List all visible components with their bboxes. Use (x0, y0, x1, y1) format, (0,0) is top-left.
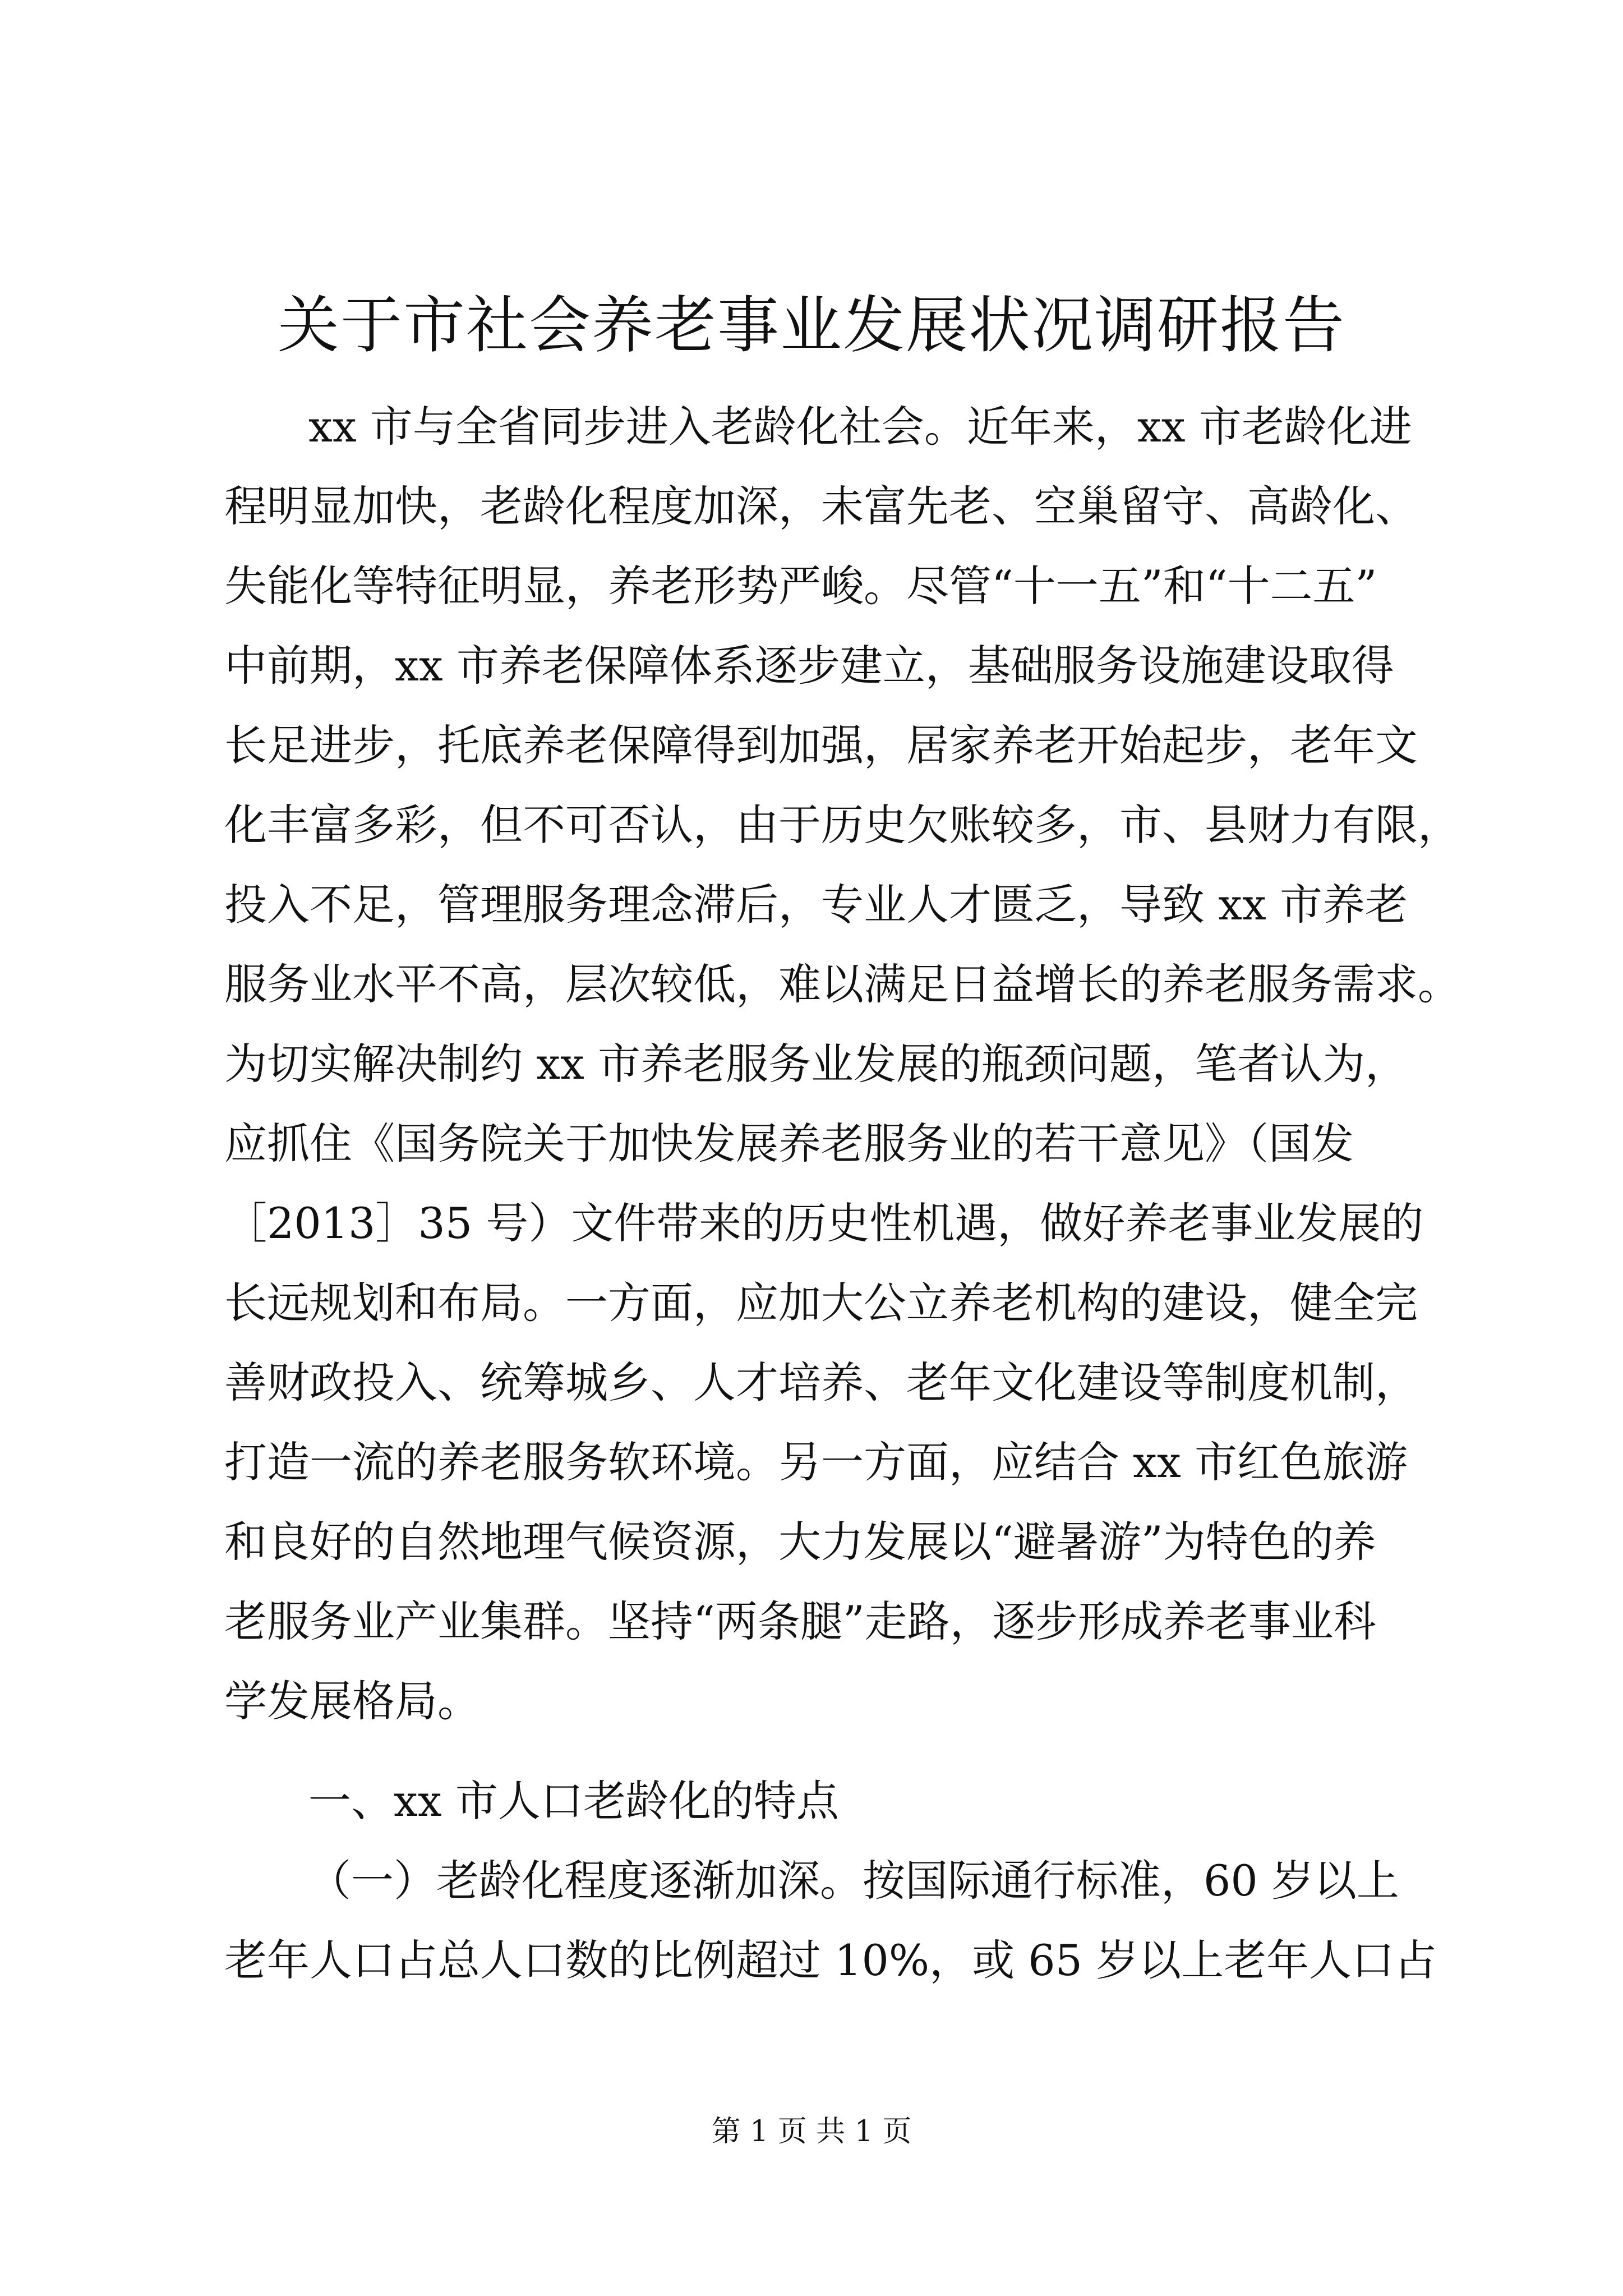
paragraph-line: 应抓住《国务院关于加快发展养老服务业的若干意见》（国发 (224, 1119, 1354, 1168)
paragraph-line: 学发展格局。 (224, 1676, 480, 1726)
document-title: 关于市社会养老事业发展状况调研报告 (278, 289, 1345, 361)
paragraph-line: 长足进步，托底养老保障得到加强，居家养老开始起步，老年文 (224, 720, 1418, 770)
paragraph-line: 老年人口占总人口数的比例超过 10%，或 65 岁以上老年人口占 (224, 1935, 1437, 1985)
page-footer: 第 1 页 共 1 页 (711, 2115, 912, 2148)
paragraph-line: xx 市与全省同步进入老龄化社会。近年来，xx 市老龄化进 (308, 402, 1412, 452)
paragraph-line: 化丰富多彩，但不可否认，由于历史欠账较多，市、县财力有限， (224, 800, 1460, 850)
paragraph-line: 老服务业产业集群。坚持“两条腿”走路，逐步形成养老事业科 (224, 1596, 1376, 1646)
paragraph-line: 投入不足，管理服务理念滞后，专业人才匮乏，导致 xx 市养老 (224, 880, 1408, 930)
paragraph-line: 为切实解决制约 xx 市养老服务业发展的瓶颈问题，笔者认为， (224, 1039, 1408, 1089)
paragraph-line: 长远规划和布局。一方面，应加大公立养老机构的建设，健全完 (224, 1278, 1418, 1328)
paragraph-line: 服务业水平不高，层次较低，难以满足日益增长的养老服务需求。 (224, 959, 1460, 1009)
paragraph-line: 和良好的自然地理气候资源，大力发展以“避暑游”为特色的养 (224, 1517, 1376, 1567)
document-body (224, 387, 1460, 2000)
paragraph-line: 失能化等特征明显，养老形势严峻。尽管“十一五”和“十二五” (224, 561, 1377, 611)
paragraph-line: 中前期，xx 市养老保障体系逐步建立，基础服务设施建设取得 (224, 641, 1394, 691)
paragraph-line: 打造一流的养老服务软环境。另一方面，应结合 xx 市红色旅游 (224, 1437, 1408, 1487)
paragraph-line: 善财政投入、统筹城乡、人才培养、老年文化建设等制度机制， (224, 1358, 1418, 1407)
paragraph-line: （一）老龄化程度逐渐加深。按国际通行标准，60 岁以上 (308, 1856, 1399, 1906)
paragraph-line: ［2013］35 号）文件带来的历史性机遇，做好养老事业发展的 (224, 1198, 1424, 1248)
section-heading: 一、xx 市人口老龄化的特点 (308, 1776, 839, 1826)
paragraph-line: 程明显加快，老龄化程度加深，未富先老、空巢留守、高龄化、 (224, 481, 1418, 531)
paragraph-subsection (224, 1841, 1447, 2000)
paragraph-intro (224, 387, 1460, 1741)
